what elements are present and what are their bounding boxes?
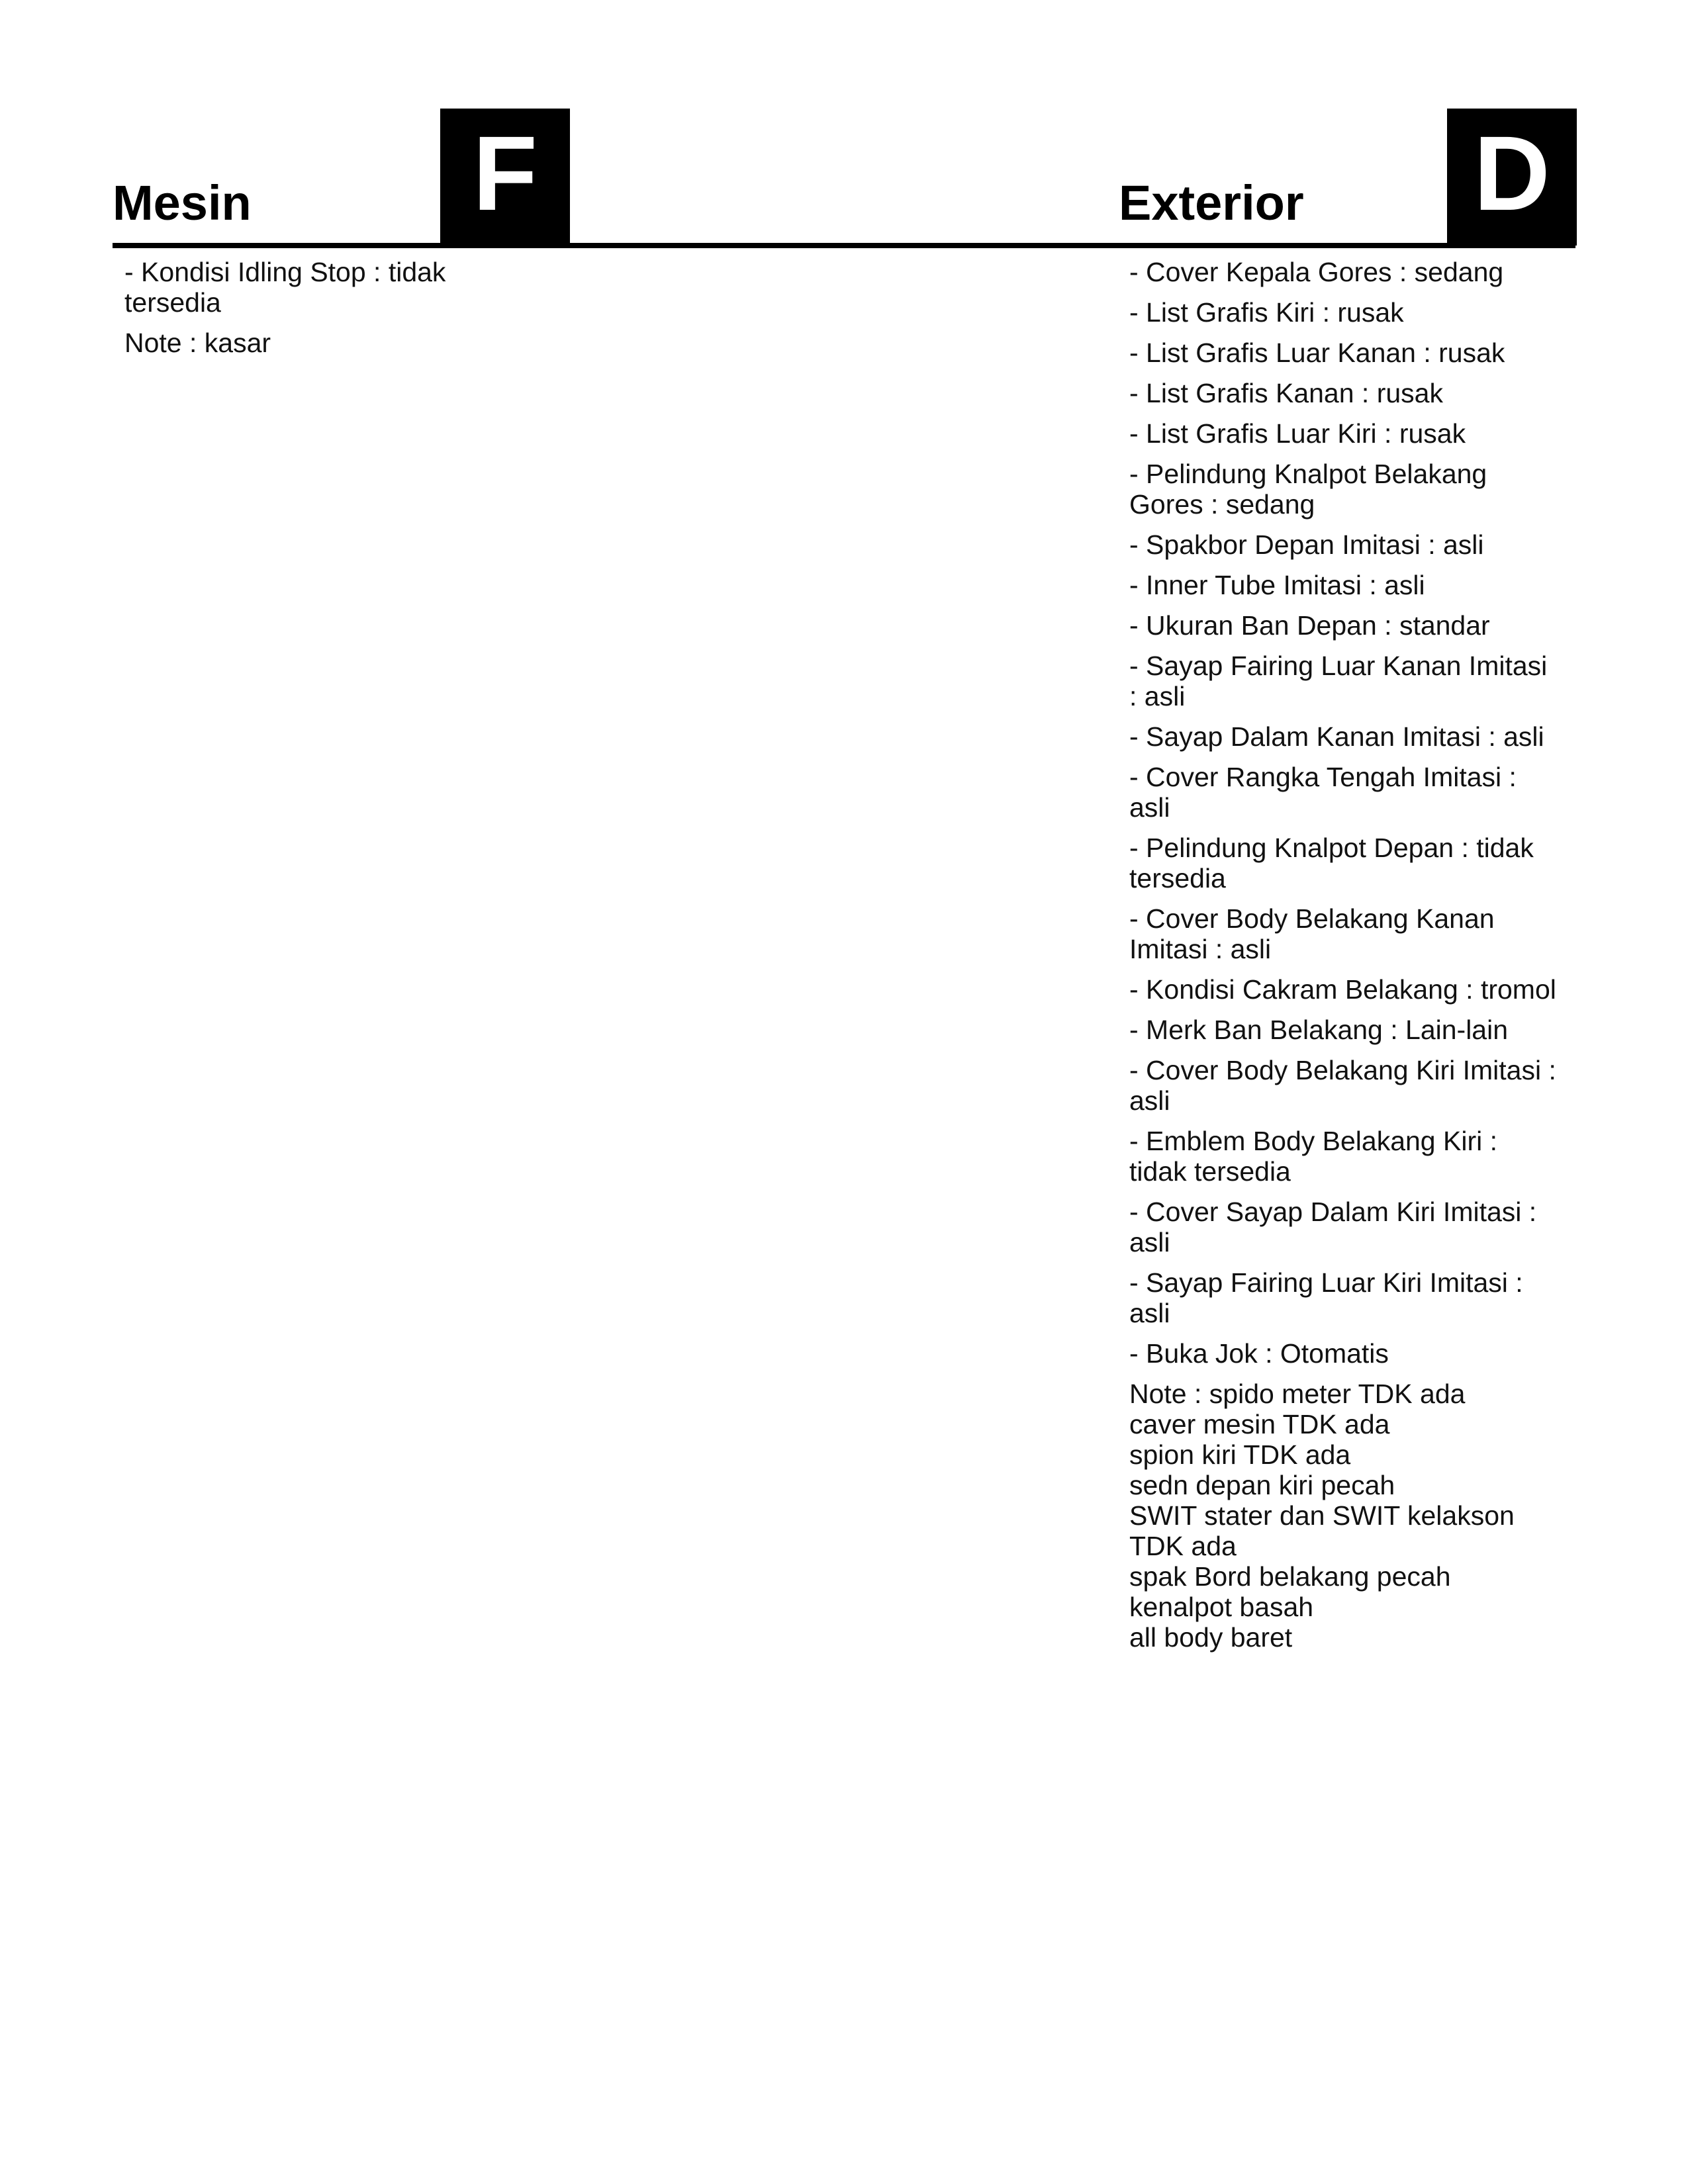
mesin-grade-badge: F bbox=[440, 109, 570, 246]
mesin-item-list bbox=[124, 257, 495, 358]
exterior-item-list bbox=[1129, 257, 1560, 1653]
list-item: - Emblem Body Belakang Kiri : tidak tersedia bbox=[1129, 1126, 1498, 1187]
list-item: - Merk Ban Belakang : Lain-lain bbox=[1129, 1015, 1509, 1045]
list-item: - Pelindung Knalpot Belakang Gores : sedang bbox=[1129, 459, 1487, 520]
list-item: - Inner Tube Imitasi : asli bbox=[1129, 570, 1425, 600]
list-item: - Sayap Dalam Kanan Imitasi : asli bbox=[1129, 721, 1544, 752]
list-item: - Kondisi Idling Stop : tidak tersedia bbox=[124, 257, 446, 318]
list-item: - Sayap Fairing Luar Kanan Imitasi : asli bbox=[1129, 651, 1548, 711]
mesin-note: Note : kasar bbox=[124, 328, 271, 358]
exterior-grade-badge: D bbox=[1447, 109, 1577, 246]
list-item: - Ukuran Ban Depan : standar bbox=[1129, 610, 1490, 641]
list-item: - Cover Body Belakang Kanan Imitasi : asli bbox=[1129, 903, 1495, 964]
list-item: - Pelindung Knalpot Depan : tidak tersedia bbox=[1129, 833, 1534, 893]
exterior-title: Exterior bbox=[1119, 175, 1304, 230]
list-item: - Sayap Fairing Luar Kiri Imitasi : asli bbox=[1129, 1267, 1523, 1328]
header-rule bbox=[113, 243, 1575, 248]
list-item: - List Grafis Luar Kiri : rusak bbox=[1129, 418, 1466, 449]
list-item: - Spakbor Depan Imitasi : asli bbox=[1129, 529, 1484, 560]
list-item: - Kondisi Cakram Belakang : tromol bbox=[1129, 974, 1556, 1005]
list-item: - Cover Body Belakang Kiri Imitasi : asli bbox=[1129, 1055, 1556, 1116]
list-item: - List Grafis Kiri : rusak bbox=[1129, 297, 1404, 328]
list-item: - Buka Jok : Otomatis bbox=[1129, 1338, 1389, 1369]
mesin-title: Mesin bbox=[113, 175, 252, 230]
list-item: - Cover Sayap Dalam Kiri Imitasi : asli bbox=[1129, 1197, 1537, 1257]
exterior-note: Note : spido meter TDK ada caver mesin TDK ada spion kiri TDK ada sedn depan kiri pecah SWIT stater dan SWIT kelakson TDK ada spak Bord belakang pecah kenalpot basah all body baret bbox=[1129, 1379, 1515, 1653]
list-item: - List Grafis Luar Kanan : rusak bbox=[1129, 338, 1505, 368]
list-item: - Cover Rangka Tengah Imitasi : asli bbox=[1129, 762, 1517, 823]
list-item: - List Grafis Kanan : rusak bbox=[1129, 378, 1443, 408]
list-item: - Cover Kepala Gores : sedang bbox=[1129, 257, 1504, 287]
